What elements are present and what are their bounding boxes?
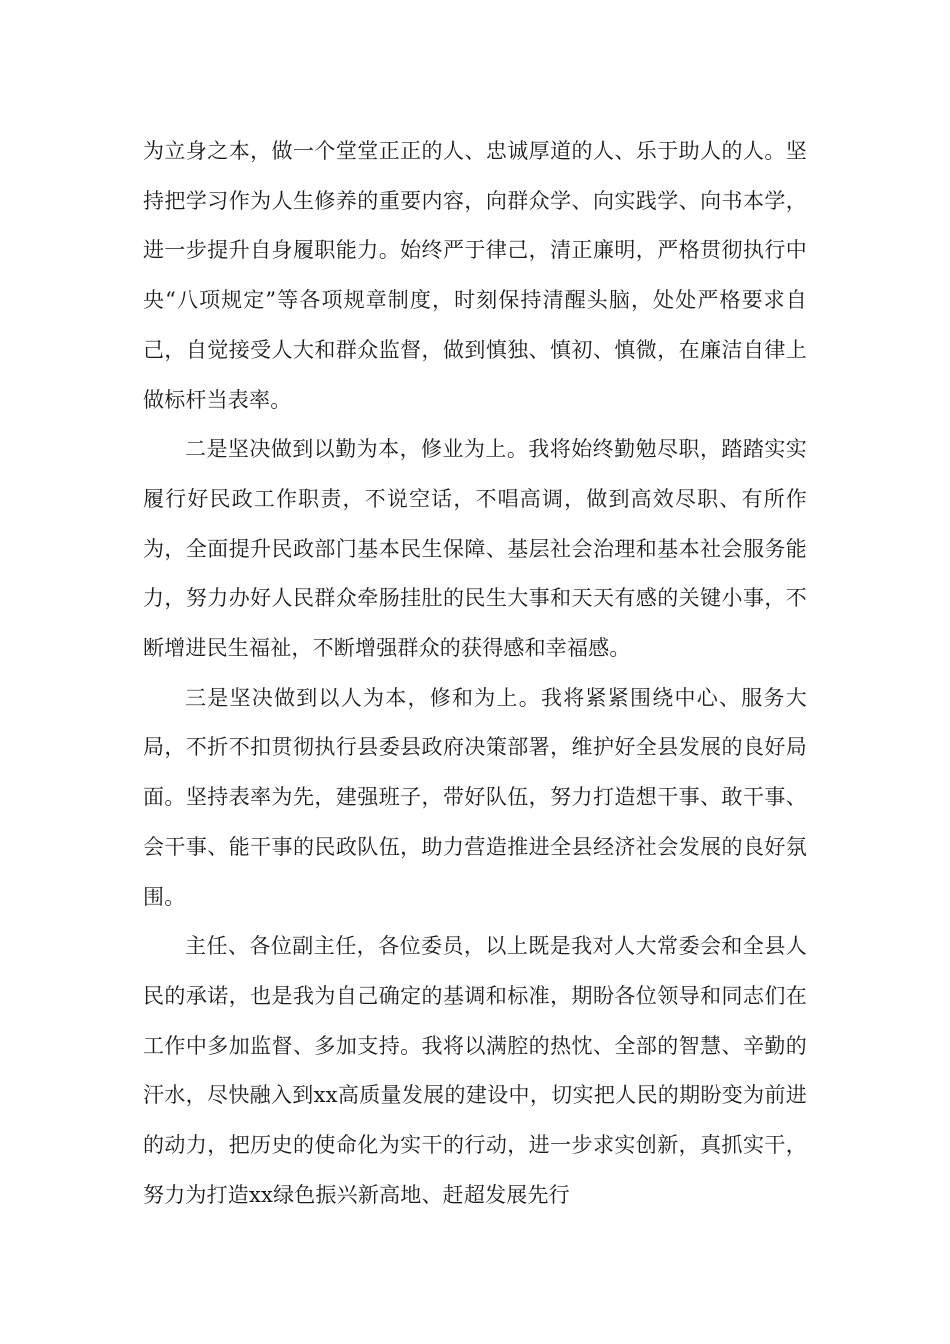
paragraph-continued: 为立身之本，做一个堂堂正正的人、忠诚厚道的人、乐于助人的人。坚持把学习作为人生修养的重要内容，向群众学、向实践学、向书本学，进一步提升自身履职能力。始终严于律己，清正廉明，严格贯彻执行中央“八项规定”等各项规章制度，时刻保持清醒头脑，处处严格要求自己，自觉接受人大和群众监督，做到慎独、慎初、慎微，在廉洁自律上做标杆当表率。	[143, 139, 807, 412]
paragraph-closing-pledge: 主任、各位副主任，各位委员，以上既是我对人大常委会和全县人民的承诺，也是我为自己确定的基调和标准，期盼各位领导和同志们在工作中多加监督、多加支持。我将以满腔的热忱、全部的智慧、辛勤的汗水，尽快融入到xx高质量发展的建设中，切实把人民的期盼变为前进的动力，把历史的使命化为实干的行动，进一步求实创新，真抓实干，努力为打造xx绿色振兴新高地、赶超发展先行	[143, 934, 807, 1207]
paragraph-diligence: 二是坚决做到以勤为本，修业为上。我将始终勤勉尽职，踏踏实实履行好民政工作职责，不说空话，不唱高调，做到高效尽职、有所作为，全面提升民政部门基本民生保障、基层社会治理和基本社会服务能力，努力办好人民群众牵肠挂肚的民生大事和天天有感的关键小事，不断增进民生福祉，不断增强群众的获得感和幸福感。	[143, 437, 807, 661]
paragraph-people-oriented: 三是坚决做到以人为本，修和为上。我将紧紧围绕中心、服务大局，不折不扣贯彻执行县委县政府决策部署，维护好全县发展的良好局面。坚持表率为先，建强班子，带好队伍，努力打造想干事、敢干事、会干事、能干事的民政队伍，助力营造推进全县经济社会发展的良好氛围。	[143, 685, 807, 909]
document-body	[143, 127, 807, 1220]
